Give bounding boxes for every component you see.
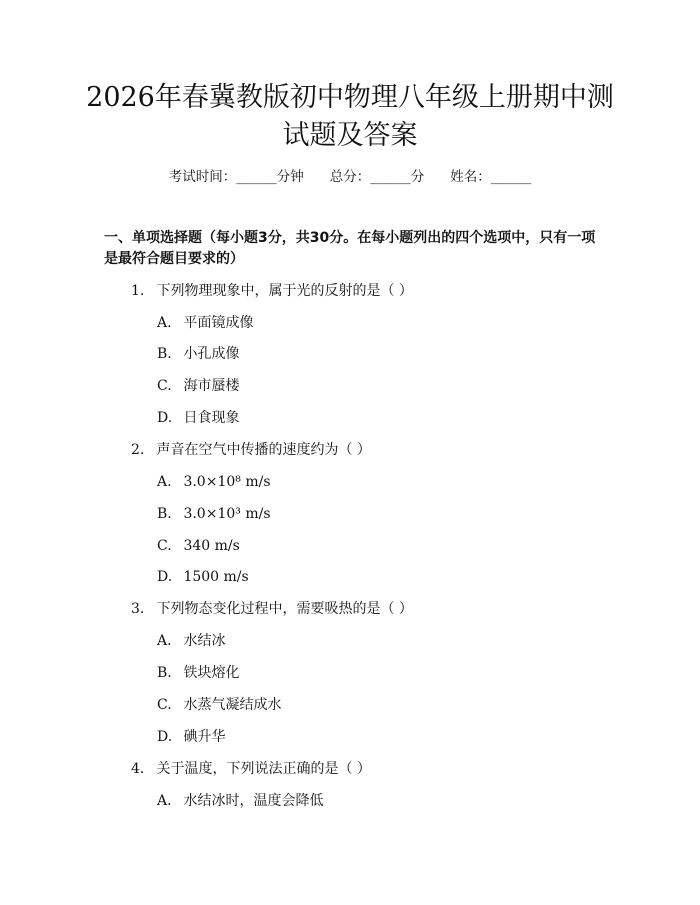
total-score-field: 总分：______分 (329, 169, 425, 185)
option-letter: D. (157, 729, 173, 745)
question-3-option-a (157, 630, 225, 652)
option-text: 1500 m/s (183, 569, 249, 585)
question-text: 下列物理现象中，属于光的反射的是（ ） (156, 283, 413, 299)
question-text: 关于温度，下列说法正确的是（ ） (156, 761, 371, 777)
option-text: 铁块熔化 (183, 665, 240, 681)
exam-info-row (0, 166, 700, 188)
option-text: 平面镜成像 (183, 315, 254, 331)
question-3 (131, 598, 413, 620)
question-2-option-a (157, 471, 271, 493)
question-3-option-c (157, 694, 281, 716)
option-text: 小孔成像 (183, 346, 240, 362)
option-letter: A. (157, 793, 172, 809)
option-letter: C. (157, 697, 172, 713)
question-3-option-b (157, 662, 239, 684)
option-text: 日食现象 (183, 410, 240, 426)
page-title-line-2: 试题及答案 (282, 120, 418, 151)
question-1-option-a (157, 312, 253, 334)
option-text: 水蒸气凝结成水 (183, 697, 282, 713)
option-letter: B. (157, 346, 172, 362)
question-2-option-c (157, 535, 240, 557)
page-title-line-1: 2026年春冀教版初中物理八年级上册期中测 (86, 82, 614, 113)
question-3-option-d (157, 726, 225, 748)
question-2-option-d (157, 566, 249, 588)
question-number: 1. (131, 283, 145, 299)
question-text: 下列物态变化过程中，需要吸热的是（ ） (156, 601, 413, 617)
option-text: 水结冰 (183, 633, 226, 649)
option-letter: C. (157, 378, 172, 394)
option-text: 海市蜃楼 (183, 378, 240, 394)
question-2 (131, 439, 371, 461)
section-heading (104, 228, 604, 270)
question-4-option-a (157, 790, 323, 812)
option-text: 340 m/s (183, 538, 240, 554)
option-letter: D. (157, 569, 173, 585)
question-1 (131, 280, 413, 302)
exam-time-field: 考试时间：______分钟 (168, 169, 304, 185)
option-letter: A. (157, 315, 172, 331)
section-heading-line-2: 是最符合题目要求的） (104, 251, 244, 267)
option-letter: A. (157, 633, 172, 649)
question-4 (131, 758, 371, 780)
student-name-field: 姓名：______ (450, 169, 532, 185)
question-1-option-b (157, 343, 239, 365)
question-number: 2. (131, 442, 145, 458)
option-text: 水结冰时，温度会降低 (183, 793, 324, 809)
option-text: 3.0×10⁸ m/s (183, 474, 271, 490)
question-2-option-b (157, 503, 271, 525)
question-number: 3. (131, 601, 145, 617)
question-1-option-c (157, 375, 239, 397)
option-letter: D. (157, 410, 173, 426)
question-text: 声音在空气中传播的速度约为（ ） (156, 442, 371, 458)
option-letter: A. (157, 474, 172, 490)
option-text: 3.0×10³ m/s (183, 506, 271, 522)
option-text: 碘升华 (183, 729, 226, 745)
option-letter: C. (157, 538, 172, 554)
question-1-option-d (157, 407, 239, 429)
option-letter: B. (157, 506, 172, 522)
question-number: 4. (131, 761, 145, 777)
section-heading-line-1: 一、单项选择题（每小题3分，共30分。在每小题列出的四个选项中，只有一项 (104, 230, 596, 246)
option-letter: B. (157, 665, 172, 681)
